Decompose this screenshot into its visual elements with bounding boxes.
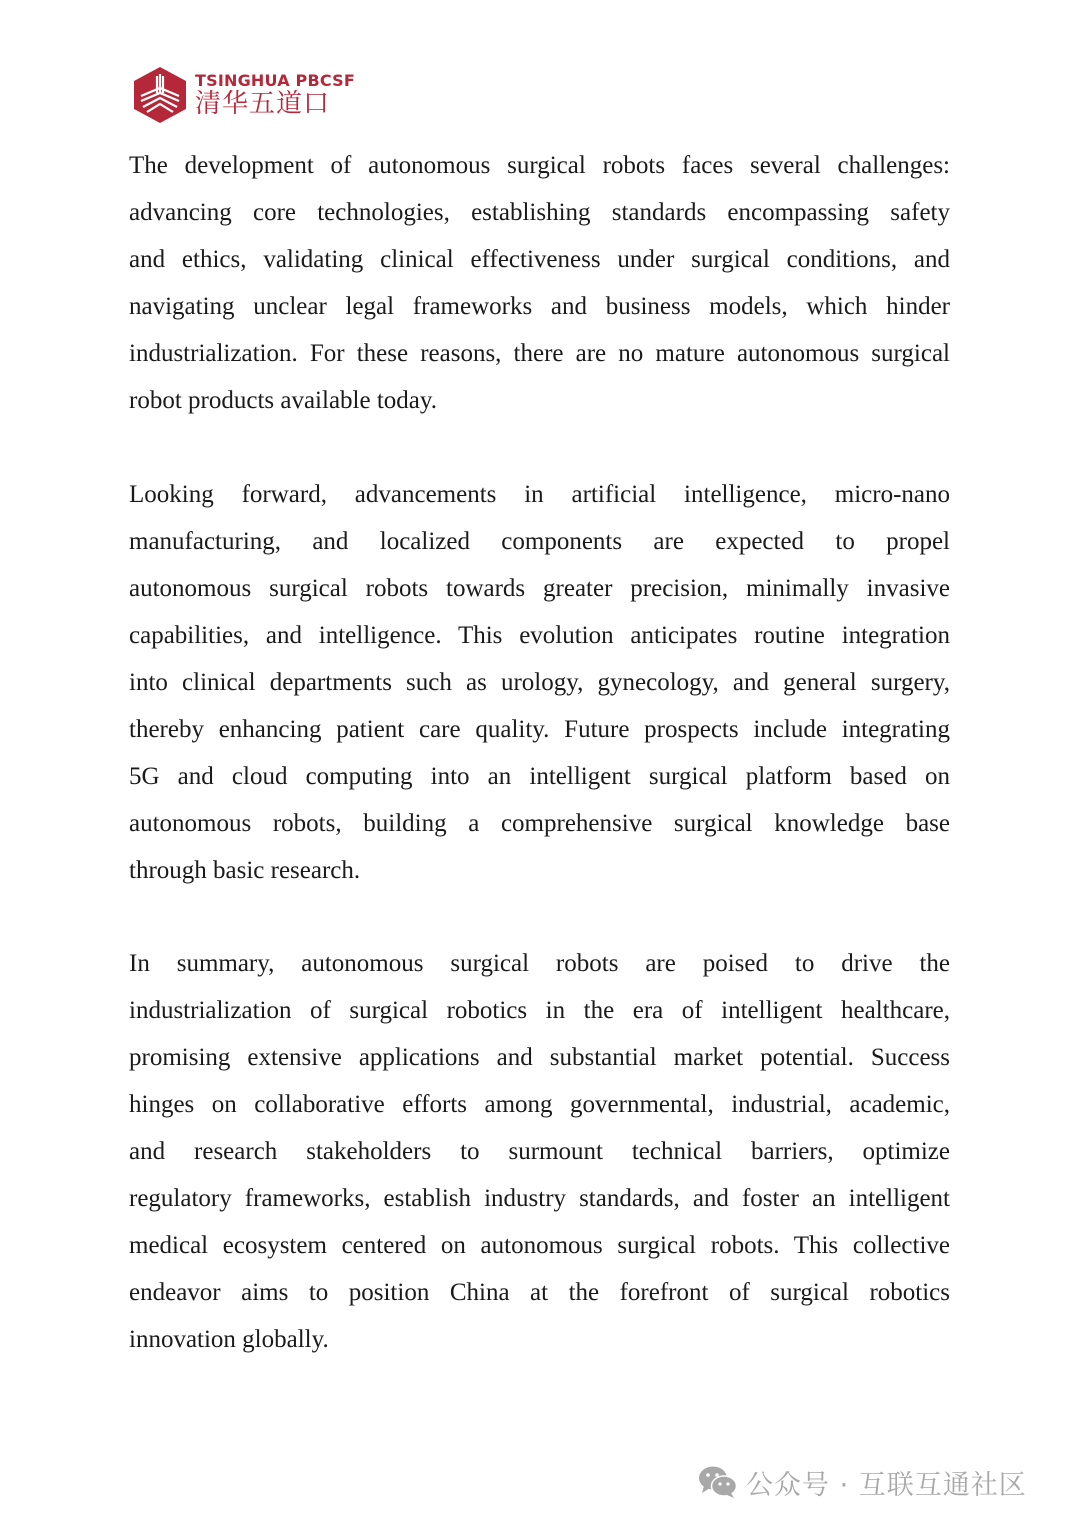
text-line: robot products available today. [129,387,438,414]
text-line: autonomous robots, building a comprehensive surgical knowledge base [129,810,950,837]
paragraph-outlook [129,471,950,894]
text-line: innovation globally. [129,1326,329,1353]
text-line: The development of autonomous surgical robots faces several challenges: [129,152,950,179]
text-line: industrialization of surgical robotics in the era of intelligent healthcare, [129,997,950,1024]
logo-english-name: TSINGHUA PBCSF [195,71,355,90]
text-line: navigating unclear legal frameworks and business models, which hinder [129,293,950,320]
text-line: 5G and cloud computing into an intelligent surgical platform based on [129,763,950,790]
paragraph-summary [129,940,950,1363]
text-line: and ethics, validating clinical effectiveness under surgical conditions, and [129,246,950,273]
text-line: capabilities, and intelligence. This evolution anticipates routine integration [129,622,950,649]
text-line: promising extensive applications and substantial market potential. Success [129,1044,950,1071]
text-line: Looking forward, advancements in artificial intelligence, micro-nano [129,481,950,508]
text-line: thereby enhancing patient care quality. Future prospects include integrating [129,716,950,743]
text-line: through basic research. [129,857,361,884]
header-logo [133,66,355,124]
logo-chinese-name: 清华五道口 [195,89,331,119]
text-line: advancing core technologies, establishing standards encompassing safety [129,199,950,226]
tsinghua-pbcsf-logo-icon [133,66,187,124]
text-line: hinges on collaborative efforts among governmental, industrial, academic, [129,1091,950,1118]
paragraph-challenges [129,142,950,424]
text-line: industrialization. For these reasons, there are no mature autonomous surgical [129,340,950,367]
wechat-icon [698,1465,738,1499]
text-line: endeavor aims to position China at the forefront of surgical robotics [129,1279,950,1306]
text-line: In summary, autonomous surgical robots are poised to drive the [129,950,950,977]
text-line: medical ecosystem centered on autonomous surgical robots. This collective [129,1232,950,1259]
watermark-text: 公众号 · 互联互通社区 [746,1469,1027,1501]
text-line: autonomous surgical robots towards greater precision, minimally invasive [129,575,950,602]
text-line: regulatory frameworks, establish industry standards, and foster an intelligent [129,1185,950,1212]
watermark-footer [698,1462,1027,1502]
text-line: manufacturing, and localized components are expected to propel [129,528,950,555]
text-line: and research stakeholders to surmount technical barriers, optimize [129,1138,950,1165]
text-line: into clinical departments such as urology, gynecology, and general surgery, [129,669,950,696]
